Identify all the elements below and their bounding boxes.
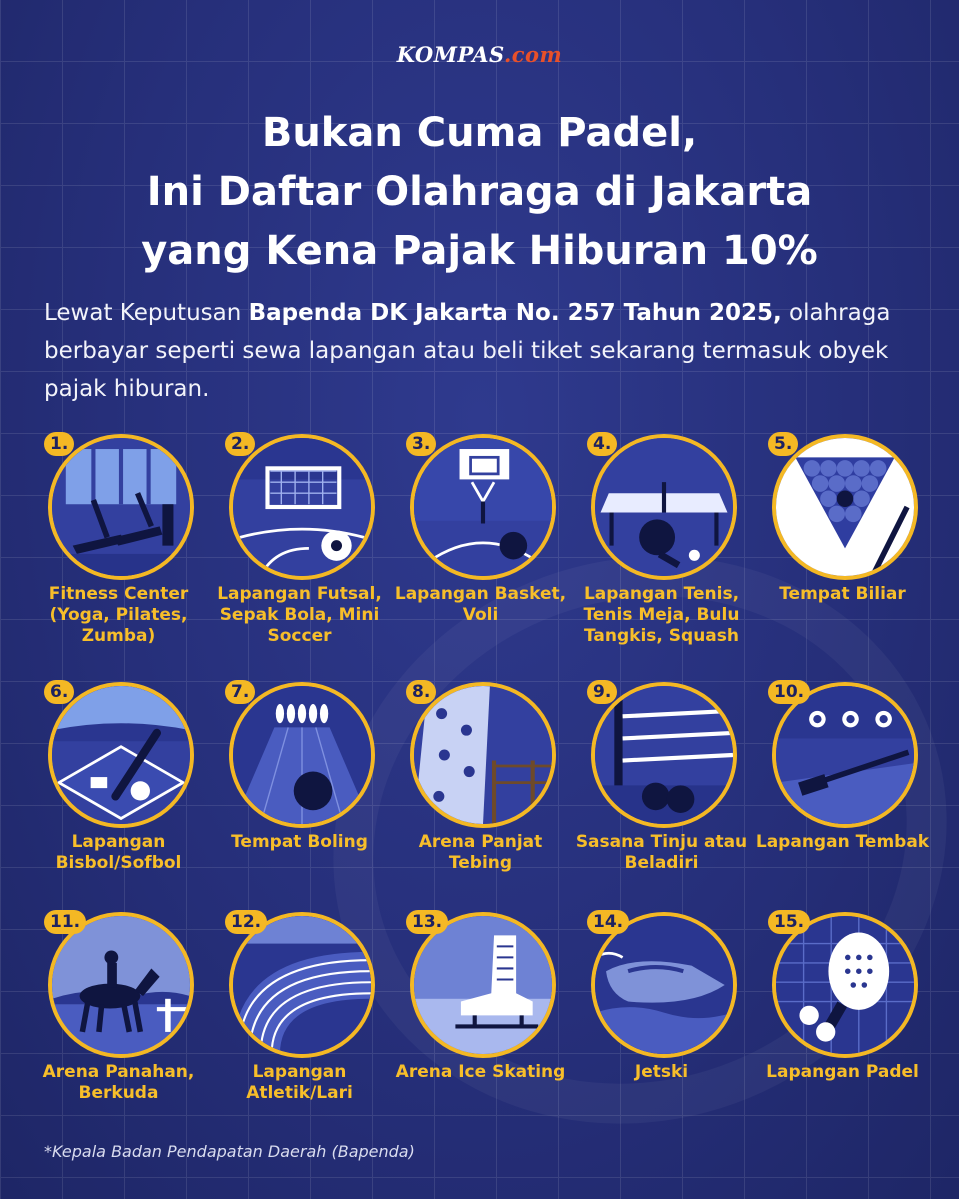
brand-suffix: .com (503, 42, 563, 67)
title-line: yang Kena Pajak Hiburan 10% (141, 228, 818, 274)
sport-item-padel (752, 908, 933, 1138)
billiard-rack-icon (772, 434, 918, 580)
sport-item-tennis (571, 430, 752, 660)
item-label: Lapangan Atletik/Lari (246, 1062, 353, 1103)
item-label: Lapangan Futsal, Sepak Bola, Mini Soccer (217, 584, 382, 646)
brand-name: KOMPAS (396, 42, 504, 67)
item-number: 7. (225, 680, 255, 704)
intro-lead: Lewat Keputusan (44, 300, 249, 326)
item-number: 14. (587, 910, 629, 934)
bowling-pins-icon (229, 682, 375, 828)
footnote: *Kepala Badan Pendapatan Daerah (Bapenda) (44, 1142, 415, 1161)
sport-item-bisbol (28, 678, 209, 908)
item-label: Lapangan Padel (766, 1062, 919, 1082)
item-label: Lapangan Bisbol/Sofbol (55, 832, 182, 873)
treadmill-icon (48, 434, 194, 580)
item-number: 13. (406, 910, 448, 934)
intro-rest: olahraga berbayar seperti sewa lapangan atau beli tiket sekarang termasuk obyek pajak hiburan. (44, 300, 891, 402)
basketball-hoop-icon (410, 434, 556, 580)
brand-logo (0, 42, 959, 67)
item-number: 3. (406, 432, 436, 456)
title-line: Ini Daftar Olahraga di Jakarta (146, 169, 813, 215)
sport-item-basket (390, 430, 571, 660)
item-number: 1. (44, 432, 74, 456)
item-label: Tempat Biliar (779, 584, 906, 604)
item-label: Jetski (634, 1062, 689, 1082)
baseball-bat-icon (48, 682, 194, 828)
sport-item-boling (209, 678, 390, 908)
ping-pong-table-icon (591, 434, 737, 580)
item-number: 6. (44, 680, 74, 704)
sport-item-ice (390, 908, 571, 1138)
sport-item-futsal (209, 430, 390, 660)
item-label: Lapangan Tenis, Tenis Meja, Bulu Tangkis, Squash (583, 584, 740, 646)
item-number: 9. (587, 680, 617, 704)
item-label: Arena Ice Skating (395, 1062, 566, 1082)
item-number: 4. (587, 432, 617, 456)
item-number: 11. (44, 910, 86, 934)
item-label: Tempat Boling (231, 832, 368, 852)
title-line: Bukan Cuma Padel, (261, 110, 698, 156)
sports-grid (28, 430, 932, 1120)
sport-item-fitness (28, 430, 209, 660)
item-label: Lapangan Basket, Voli (394, 584, 567, 625)
sport-item-biliar (752, 430, 933, 660)
climbing-wall-icon (410, 682, 556, 828)
item-number: 8. (406, 680, 436, 704)
item-number: 2. (225, 432, 255, 456)
item-label: Sasana Tinju atau Beladiri (575, 832, 748, 873)
item-label: Lapangan Tembak (755, 832, 930, 852)
boxing-ring-icon (591, 682, 737, 828)
item-number: 12. (225, 910, 267, 934)
item-label: Fitness Center (Yoga, Pilates, Zumba) (48, 584, 189, 646)
soccer-goal-icon (229, 434, 375, 580)
sport-item-jetski (571, 908, 752, 1138)
intro-paragraph (44, 294, 924, 408)
item-number: 10. (768, 680, 810, 704)
item-label: Arena Panahan, Berkuda (42, 1062, 195, 1103)
item-number: 5. (768, 432, 798, 456)
sport-item-berkuda (28, 908, 209, 1138)
item-number: 15. (768, 910, 810, 934)
sport-item-atletik (209, 908, 390, 1138)
sport-item-panjat (390, 678, 571, 908)
sport-item-tinju (571, 678, 752, 908)
intro-bold: Bapenda DK Jakarta No. 257 Tahun 2025, (248, 300, 782, 326)
page-title (0, 104, 959, 281)
sport-item-tembak (752, 678, 933, 908)
item-label: Arena Panjat Tebing (418, 832, 543, 873)
